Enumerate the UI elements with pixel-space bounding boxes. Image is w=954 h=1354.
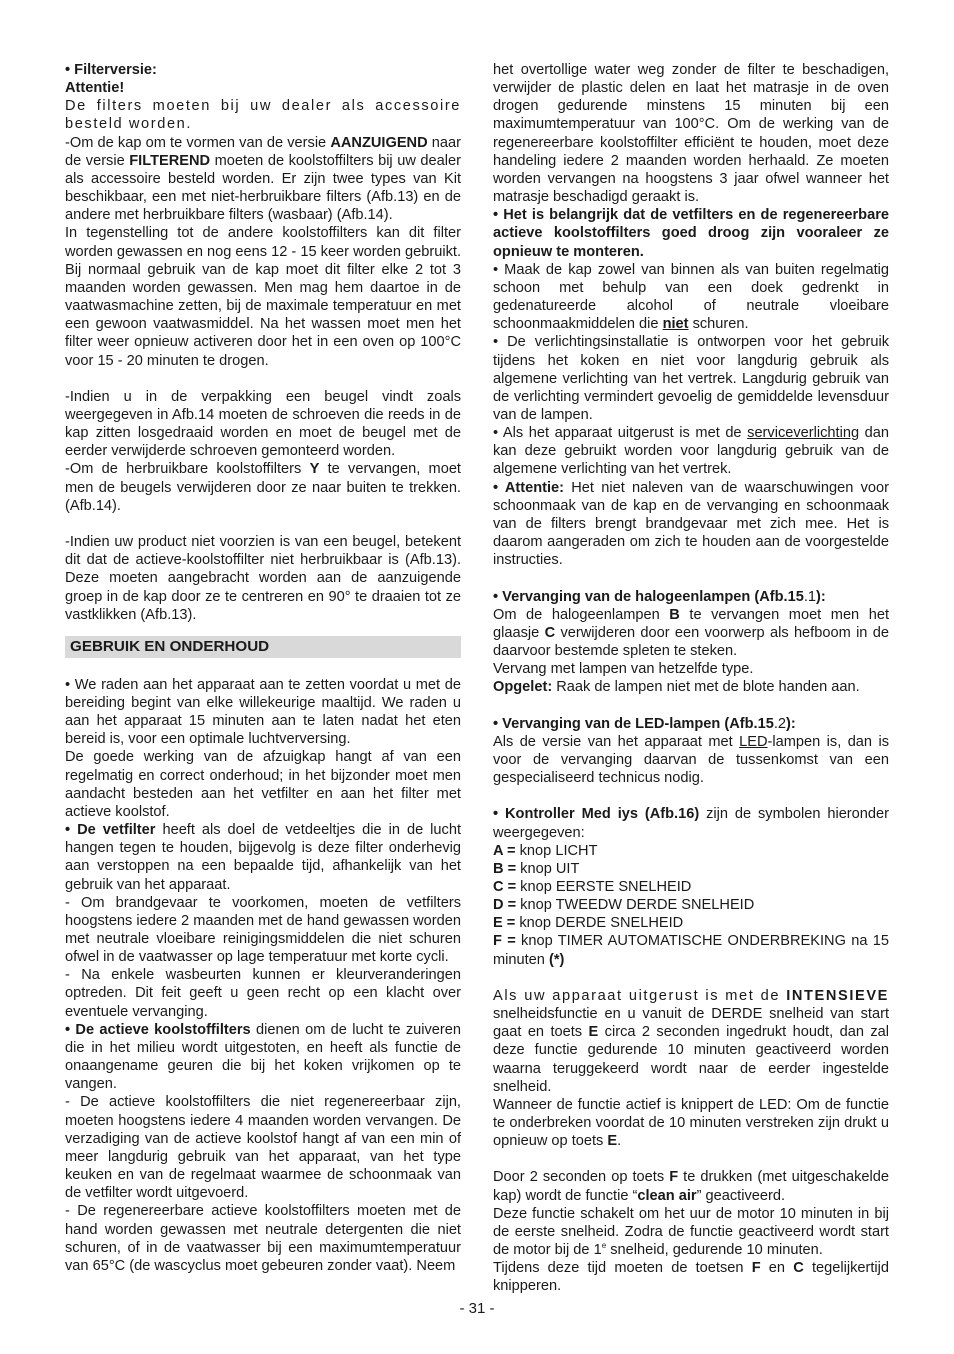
paragraph: het overtollige water weg zonder de filter te beschadigen, verwijder de plastic delen en laat het matrasje in de oven drogen gedurende minstens 15 minuten bij een maximumtemperatuur van 100°C. Om de werking van de regenereerbare koolstoffilter efficiënt te houden, moet deze handeling iedere 2 maanden worden herhaald. Ze moeten worden vervangen na hoogstens 3 jaar ofwel wanneer het matrasje beschadigd geraakt is. (493, 62, 889, 206)
paragraph: • Als het apparaat uitgerust is met de serviceverlichting dan kan deze gebruikt worden voor langdurig gebruik van de algemene verlichting van het vertrek. (493, 425, 889, 478)
paragraph: • Het is belangrijk dat de vetfilters en de regenereerbare actieve koolstoffilters goed droog zijn vooraleer ze opnieuw te monteren. (493, 207, 889, 260)
led-heading: • Vervanging van de LED-lampen (Afb.15.2): (493, 715, 796, 732)
key-item: B = knop UIT (493, 860, 580, 877)
paragraph: • De vetfilter heeft als doel de vetdeeltjes die in de lucht hangen tegen te houden, bijgevolg is deze filter onderhevig aan verstoppen na een bepaalde tijd, afhankelijk van het gebruik van het apparaat. (65, 822, 461, 893)
paragraph: Vervang met lampen van hetzelfde type. (493, 661, 754, 678)
paragraph: -Om de herbruikbare koolstoffilters Y te vervangen, moet men de beugels verwijderen door ze naar buiten te trekken. (Afb.14). (65, 461, 461, 514)
key-item: D = knop TWEEDW DERDE SNELHEID (493, 897, 755, 914)
paragraph: • Attentie: Het niet naleven van de waarschuwingen voor schoonmaak van de kap en de vervanging en schoonmaak van de filters brengt brandgevaar met zich mee. Het is daarom aangeraden om zich te houden aan de voorgestelde instructies. (493, 479, 889, 569)
paragraph: Als uw apparaat uitgerust is met de INTENSIEVE snelheidsfunctie en u vanuit de DERDE snelheid van start gaat en toets E circa 2 seconden ingedrukt houdt, dan zal deze functie gedurende 10 minuten geactiveerd worden waarna teruggekeerd wordt naar de eerder ingestelde snelheid. (493, 987, 889, 1095)
paragraph: Opgelet: Raak de lampen niet met de blote handen aan. (493, 679, 860, 696)
left-column (65, 61, 461, 1275)
paragraph: - Om brandgevaar te voorkomen, moeten de vetfilters hoogstens iedere 2 maanden met de hand gewassen worden met neutrale vloeibare reinigingsmiddelen die niet schuren ofwel in de vaatwasser op lage temperatuur met korte cycli. (65, 894, 461, 966)
key-item: A = knop LICHT (493, 842, 598, 859)
paragraph: • De actieve koolstoffilters dienen om de lucht te zuiveren die in het milieu wordt uitgestoten, en heeft als functie de onaangename geuren die bij het koken vrijkomen op te vangen. (65, 1021, 461, 1093)
paragraph: - Na enkele wasbeurten kunnen er kleurveranderingen optreden. Dit feit geeft u geen recht op een klacht over eventuele vervanging. (65, 967, 461, 1020)
section-title: GEBRUIK EN ONDERHOUD (65, 636, 461, 658)
paragraph: -Om de kap om te vormen van de versie AANZUIGEND naar de versie FILTEREND moeten de koolstoffilters bij uw dealer als accessoire besteld worden. Er zijn twee types van Kit beschikbaar, een met niet-herbruikbare filters (Afb.13) en de andere met herbruikbare filters (wasbaar) (Afb.14). (65, 134, 462, 224)
filter-version-heading: • Filterversie: (65, 62, 157, 78)
key-item: F = knop TIMER AUTOMATISCHE ONDERBREKING na 15 minuten (*) (493, 933, 889, 968)
page-number: - 31 - (459, 1300, 495, 1317)
paragraph: Wanneer de functie actief is knippert de LED: Om de functie te onderbreken voordat de 10 minuten verstreken zijn drukt u opnieuw op toets E. (493, 1096, 889, 1150)
paragraph: Als de versie van het apparaat met LED-lampen is, dan is voor de vervanging daarvan de tussenkomst van een gespecialiseerd technicus nodig. (493, 733, 889, 787)
paragraph: De filters moeten bij uw dealer als accessoire besteld worden. (65, 98, 461, 133)
paragraph: De goede werking van de afzuigkap hangt af van een regelmatig en correct onderhoud; in het bijzonder moet men aandacht besteden aan het vetfilter en aan het filter met actieve koolstof. (65, 749, 461, 820)
paragraph: In tegenstelling tot de andere koolstoffilters kan dit filter worden gewassen en nog eens 12 - 15 keer worden gebruikt. Bij normaal gebruik van de kap moet dit filter elke 2 tot 3 maanden worden gewassen. Men mag hem daartoe in de vaatwasmachine zetten, bij de maximale temperatuur en met een gewoon vaatwasmiddel. Na het wassen moet men het filter weer opnieuw activeren door het in een oven op 100°C voor 15 - 20 minuten te drogen. (65, 225, 461, 369)
paragraph: - De regenereerbare actieve koolstoffilters moeten met de hand worden gewassen met neutrale detergenten die niet schuren, of in de vaatwasser bij een maximumtemperatuur van 65°C (de wascyclus moet gebeuren zonder vaat). Neem (65, 1203, 461, 1274)
paragraph: • Maak de kap zowel van binnen als van buiten regelmatig schoon met behulp van een doek gedrenkt in gedenatureerde alcohol of neutrale vloeibare schoonmaakmiddelen die niet schuren. (493, 261, 889, 333)
paragraph: -Indien uw product niet voorzien is van een beugel, betekent dit dat de actieve-koolstoffilter niet herbruikbaar is (Afb.13). Deze moeten aangebracht worden aan de aanzuigende groep in de kap door ze te centreren en 90° te draaien tot ze vastklikken (Afb.13). (65, 534, 461, 623)
paragraph: • We raden aan het apparaat aan te zetten voordat u met de bereiding begint van elke willekeurige maaltijd. We raden u aan het apparaat 15 minuten aan te laten nadat het eten bereid is, voor een optimale luchtverversing. (65, 676, 461, 748)
halogen-heading: • Vervanging van de halogeenlampen (Afb.15.1): (493, 588, 826, 605)
paragraph: Deze functie schakelt om het uur de motor 10 minuten in bij de eerste snelheid. Zodra de functie geactiveerd wordt start de motor bij de 1e snelheid, gedurende 10 minuten. (493, 1205, 889, 1259)
paragraph: Om de halogeenlampen B te vervangen moet men het glaasje C verwijderen door een voorwerp als hefboom in de daarvoor bestemde spleten te steken. (493, 606, 890, 659)
paragraph: Tijdens deze tijd moeten de toetsen F en C tegelijkertijd knipperen. (493, 1260, 890, 1295)
paragraph: -Indien u in de verpakking een beugel vindt zoals weergegeven in Afb.14 moeten de schroeven die reeds in de kap zitten losgedraaid worden en moet de beugel met de eerder verwijderde schroeven gemonteerd worden. (65, 388, 461, 460)
key-item: E = knop DERDE SNELHEID (493, 915, 684, 932)
attention-label: Attentie! (65, 80, 125, 97)
right-column (493, 61, 889, 1296)
paragraph: - De actieve koolstoffilters die niet regenereerbaar zijn, moeten hoogstens iedere 4 maanden worden vervangen. De verzadiging van de actieve koolstof hangt af van een min of meer langdurig gebruik van het apparaat, van het type keuken en van de regelmaat waarmee de schoonmaak van de vetfilter wordt uitgevoerd. (65, 1094, 461, 1202)
paragraph: Door 2 seconden op toets F te drukken (met uitgeschakelde kap) wordt de functie “clean air” geactiveerd. (493, 1169, 889, 1204)
key-item: C = knop EERSTE SNELHEID (493, 878, 692, 895)
paragraph: • De verlichtingsinstallatie is ontworpen voor het gebruik tijdens het koken en niet voor langdurig gebruik als algemene verlichting van het vertrek. Langdurig gebruik van de verlichting vermindert gevoelig de gemiddelde levensduur van de lampen. (493, 334, 889, 423)
controller-heading: • Kontroller Med iys (Afb.16) zijn de symbolen hieronder weergegeven: (493, 806, 889, 841)
